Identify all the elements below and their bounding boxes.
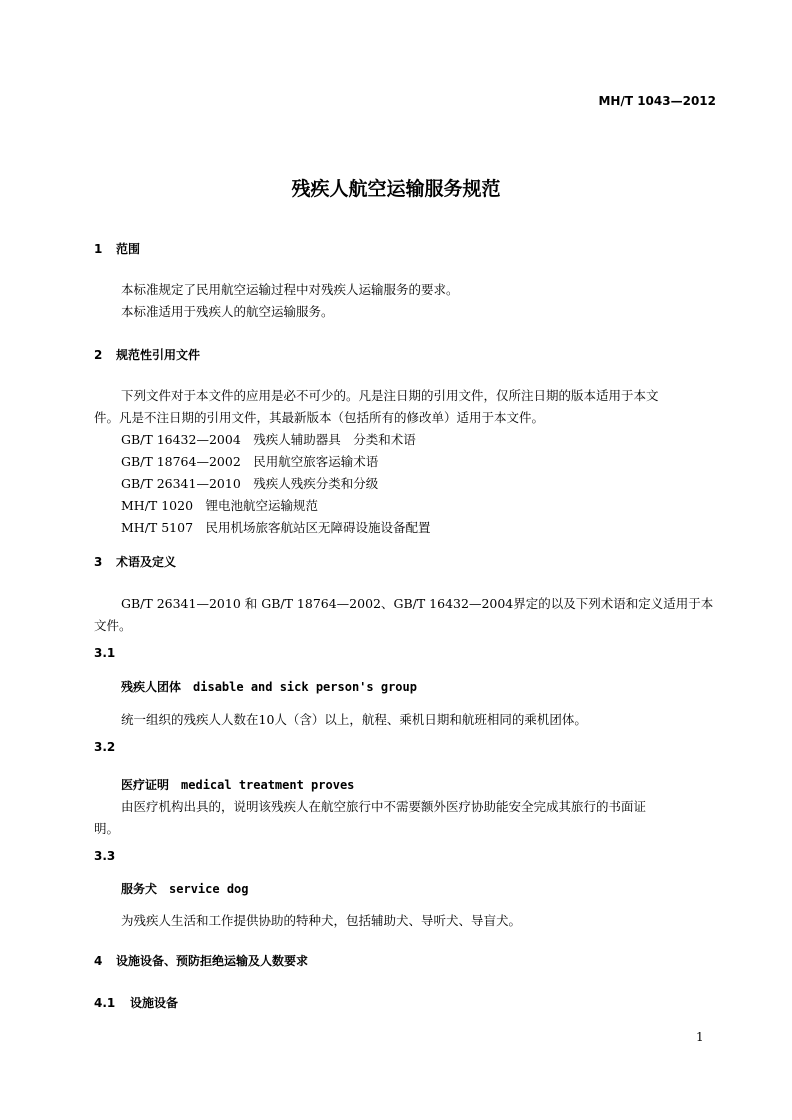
subsection-number: 3.1 (94, 646, 116, 660)
term-definition: 统一组织的残疾人人数在10人（含）以上，航程、乘机日期和航班相同的乘机团体。 (121, 712, 587, 727)
term-en: service dog (169, 882, 249, 896)
section-heading-1 (94, 240, 140, 257)
reference-item: MH/T 5107 民用机场旅客航站区无障碍设施设备配置 (121, 520, 431, 535)
term-en: medical treatment proves (181, 778, 355, 792)
section-number: 2 (94, 348, 103, 362)
section-number: 1 (94, 242, 103, 256)
page-number: 1 (696, 1030, 704, 1044)
section-number: 3 (94, 555, 103, 569)
reference-item: GB/T 18764—2002 民用航空旅客运输术语 (121, 454, 379, 469)
section-title: 范围 (116, 242, 141, 256)
term-heading (121, 776, 354, 793)
reference-item: MH/T 1020 锂电池航空运输规范 (121, 498, 319, 513)
paragraph: 下列文件对于本文件的应用是必不可少的。凡是注日期的引用文件，仅所注日期的版本适用于本文 (121, 388, 659, 403)
section-heading-3 (94, 553, 176, 570)
standard-code: MH/T 1043—2012 (598, 94, 716, 108)
paragraph: 本标准规定了民用航空运输过程中对残疾人运输服务的要求。 (121, 282, 459, 297)
paragraph: 文件。 (94, 618, 132, 633)
subsection-title: 设施设备 (130, 996, 179, 1010)
term-definition: 明。 (94, 821, 120, 836)
document-title: 残疾人航空运输服务规范 (291, 178, 501, 200)
paragraph: GB/T 26341—2010 和 GB/T 18764—2002、GB/T 16432—2004界定的以及下列术语和定义适用于本 (121, 596, 714, 611)
section-title: 规范性引用文件 (116, 348, 201, 362)
subsection-number: 4.1 (94, 996, 116, 1010)
term-definition: 为残疾人生活和工作提供协助的特种犬，包括辅助犬、导听犬、导盲犬。 (121, 913, 522, 928)
reference-item: GB/T 16432—2004 残疾人辅助器具 分类和术语 (121, 432, 416, 447)
term-heading (121, 880, 249, 897)
term-cn: 服务犬 (121, 882, 158, 896)
subsection-number: 3.2 (94, 740, 116, 754)
term-cn: 残疾人团体 (121, 680, 182, 694)
section-heading-4 (94, 952, 308, 969)
term-heading (121, 678, 417, 695)
term-cn: 医疗证明 (121, 778, 170, 792)
section-number: 4 (94, 954, 103, 968)
paragraph: 本标准适用于残疾人的航空运输服务。 (121, 304, 334, 319)
subsection-heading-4-1 (94, 994, 178, 1011)
paragraph: 件。凡是不注日期的引用文件，其最新版本（包括所有的修改单）适用于本文件。 (94, 410, 545, 425)
term-en: disable and sick person's group (193, 680, 417, 694)
section-title: 设施设备、预防拒绝运输及人数要求 (116, 954, 309, 968)
subsection-number: 3.3 (94, 849, 116, 863)
term-definition: 由医疗机构出具的，说明该残疾人在航空旅行中不需要额外医疗协助能安全完成其旅行的书面证 (121, 799, 647, 814)
section-heading-2 (94, 346, 200, 363)
reference-item: GB/T 26341—2010 残疾人残疾分类和分级 (121, 476, 379, 491)
section-title: 术语及定义 (116, 555, 177, 569)
